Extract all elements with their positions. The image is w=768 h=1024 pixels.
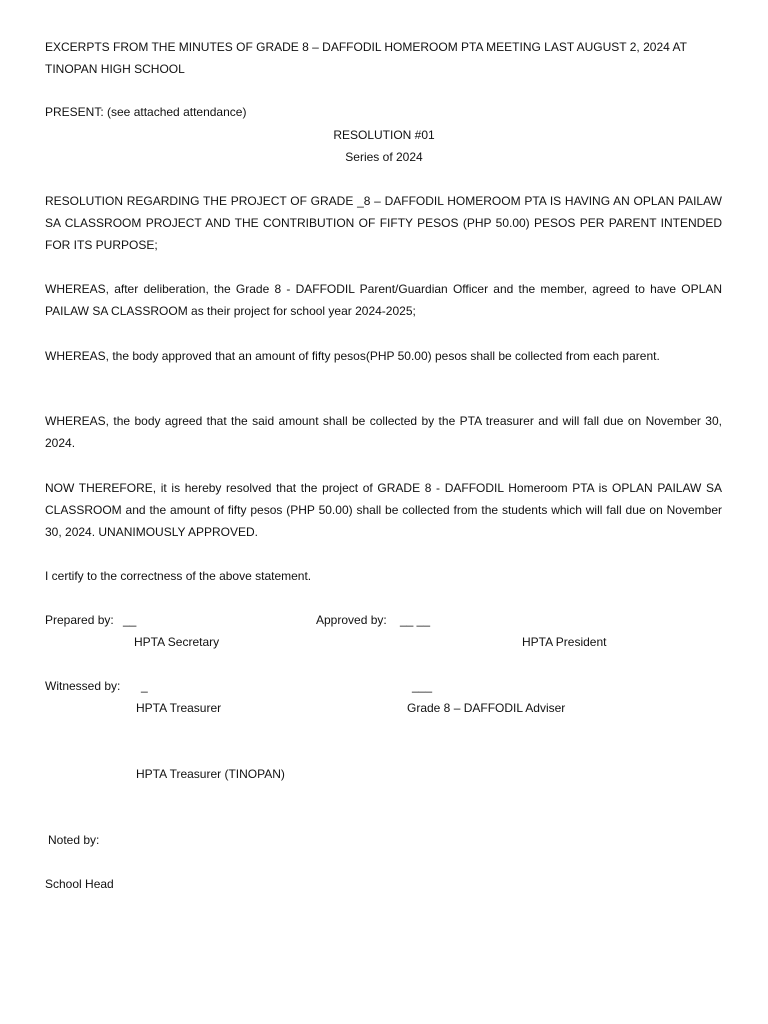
witnessed-by-label: Witnessed by: bbox=[45, 679, 121, 693]
approved-by-signature-line: __ __ bbox=[400, 613, 431, 627]
present-line: PRESENT: (see attached attendance) bbox=[45, 105, 247, 119]
whereas-clause-2: WHEREAS, the body approved that an amount of fifty pesos(PHP 50.00) pesos shall be collected from each parent. bbox=[45, 349, 660, 363]
resolution-title: RESOLUTION REGARDING THE PROJECT OF GRADE _8 – DAFFODIL HOMEROOM PTA IS HAVING AN OPLAN PAILAW SA CLASSROOM PROJECT AND THE CONTRIBUTION OF FIFTY PESOS (PHP 50.00) PESOS PER PARENT INTENDED FOR ITS PURPOSE; bbox=[45, 194, 722, 252]
hpta-treasurer-tinopan-label: HPTA Treasurer (TINOPAN) bbox=[136, 767, 285, 781]
noted-by-label: Noted by: bbox=[48, 833, 100, 847]
hpta-treasurer-label: HPTA Treasurer bbox=[136, 701, 222, 715]
resolution-series: Series of 2024 bbox=[345, 150, 423, 164]
prepared-by-signature-line: __ bbox=[123, 613, 137, 627]
resolution-number: RESOLUTION #01 bbox=[333, 128, 435, 142]
resolved-clause: NOW THEREFORE, it is hereby resolved that the project of GRADE 8 - DAFFODIL Homeroom PTA is OPLAN PAILAW SA CLASSROOM and the amount of fifty pesos (PHP 50.00) shall be collected from the students which will fall due on November 30, 2024. UNANIMOUSLY APPROVED. bbox=[45, 481, 722, 539]
school-head-label: School Head bbox=[45, 877, 114, 891]
certify-statement: I certify to the correctness of the above statement. bbox=[45, 569, 312, 583]
prepared-by-label: Prepared by: bbox=[45, 613, 114, 627]
whereas-clause-3: WHEREAS, the body agreed that the said amount shall be collected by the PTA treasurer and will fall due on November 30, 2024. bbox=[45, 414, 722, 450]
adviser-label: Grade 8 – DAFFODIL Adviser bbox=[407, 701, 566, 715]
minutes-header: EXCERPTS FROM THE MINUTES OF GRADE 8 – DAFFODIL HOMEROOM PTA MEETING LAST AUGUST 2, 2024 AT TINOPAN HIGH SCHOOL bbox=[45, 40, 687, 76]
approved-by-label: Approved by: bbox=[316, 613, 387, 627]
hpta-secretary-label: HPTA Secretary bbox=[134, 635, 220, 649]
adviser-signature-line: ___ bbox=[412, 679, 433, 693]
whereas-clause-1: WHEREAS, after deliberation, the Grade 8 - DAFFODIL Parent/Guardian Officer and the member, agreed to have OPLAN PAILAW SA CLASSROOM as their project for school year 2024-2025; bbox=[45, 282, 722, 318]
hpta-president-label: HPTA President bbox=[522, 635, 607, 649]
witnessed-by-signature-line: _ bbox=[141, 679, 148, 693]
